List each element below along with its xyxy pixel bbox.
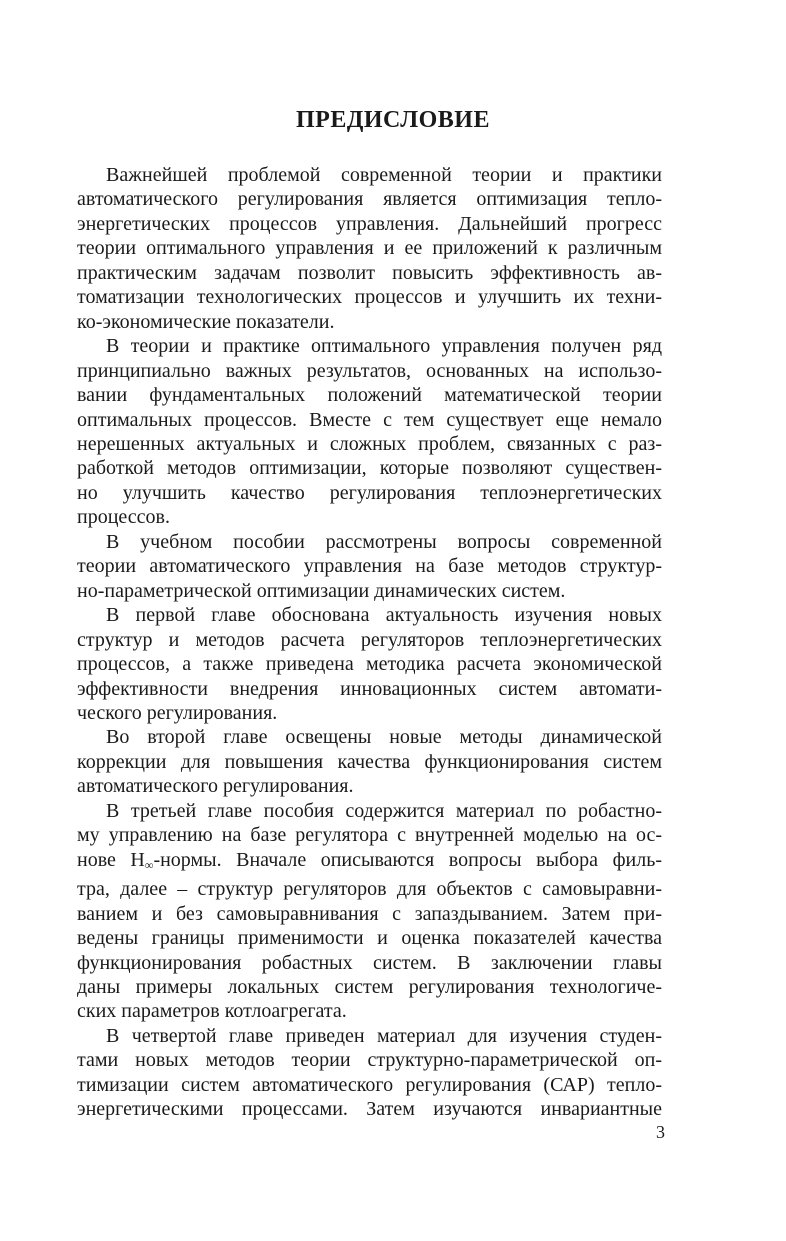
text-line: работкой методов оптимизации, которые позволяют существен- xyxy=(77,457,662,480)
text-line: ведены границы применимости и оценка показателей качества xyxy=(77,927,662,950)
paragraph xyxy=(77,530,662,603)
text-line: В первой главе обоснована актуальность изучения новых xyxy=(106,604,662,627)
text-line: В третьей главе пособия содержится материал по робастно- xyxy=(106,799,662,822)
text-line: оптимальных процессов. Вместе с тем существует еще немало xyxy=(77,408,662,431)
text-line: автоматического регулирования является оптимизация тепло- xyxy=(77,188,662,211)
page-number: 3 xyxy=(656,1122,665,1142)
text-line: функционирования робастных систем. В заключении главы xyxy=(77,951,662,974)
text-line: структур и методов расчета регуляторов теплоэнергетических xyxy=(77,628,662,651)
paragraph xyxy=(77,163,662,334)
text-line: Во второй главе освещены новые методы динамической xyxy=(106,726,662,749)
text-line: В четвертой главе приведен материал для изучения студен- xyxy=(106,1024,662,1047)
text-line: тимизации систем автоматического регулирования (САР) тепло- xyxy=(77,1073,662,1096)
text-line: му управлению на базе регулятора с внутренней моделью на ос- xyxy=(77,824,662,847)
paragraph xyxy=(77,334,662,530)
text-fragment: -нормы. Вначале описываются вопросы выбора филь- xyxy=(153,848,662,871)
text-line: энергетических процессов управления. Дальнейший прогресс xyxy=(77,212,662,235)
text-line: ко-экономические показатели. xyxy=(77,310,335,333)
paragraph xyxy=(77,603,662,725)
paragraph xyxy=(77,1024,662,1122)
text-line xyxy=(77,848,662,877)
text-line: тами новых методов теории структурно-параметрической оп- xyxy=(77,1049,662,1072)
text-line: тра, далее – структур регуляторов для объектов с самовыравни- xyxy=(77,878,662,901)
text-line: но-параметрической оптимизации динамических систем. xyxy=(77,579,566,602)
text-line: коррекции для повышения качества функционирования систем xyxy=(77,750,662,773)
text-line: нерешенных актуальных и сложных проблем, связанных с раз- xyxy=(77,432,662,455)
text-fragment: нове H xyxy=(77,848,145,871)
text-line: принципиально важных результатов, основанных на использо- xyxy=(77,359,662,382)
text-line: теории автоматического управления на базе методов структур- xyxy=(77,555,662,578)
text-line: процессов, а также приведена методика расчета экономической xyxy=(77,653,662,676)
body-text xyxy=(77,163,662,1122)
text-line: даны примеры локальных систем регулирования технологиче- xyxy=(77,975,662,998)
text-line: томатизации технологических процессов и улучшить их техни- xyxy=(77,286,662,309)
text-line: ванием и без самовыравнивания с запаздыванием. Затем при- xyxy=(77,902,662,925)
text-line: В теории и практике оптимального управления получен ряд xyxy=(106,335,662,358)
paragraph xyxy=(77,799,662,1024)
paragraph xyxy=(77,725,662,798)
text-line: ческого регулирования. xyxy=(77,701,278,724)
text-line: практическим задачам позволит повысить эффективность ав- xyxy=(77,261,662,284)
text-line: энергетическими процессами. Затем изучаются инвариантные xyxy=(77,1098,662,1121)
page-title: ПРЕДИСЛОВИЕ xyxy=(296,107,490,133)
infinity-subscript: ∞ xyxy=(144,857,154,872)
text-line: ских параметров котлоагрегата. xyxy=(77,1000,347,1023)
text-line: эффективности внедрения инновационных систем автомати- xyxy=(77,677,662,700)
text-line: автоматического регулирования. xyxy=(77,775,354,798)
text-line: но улучшить качество регулирования теплоэнергетических xyxy=(77,481,662,504)
text-line: Важнейшей проблемой современной теории и практики xyxy=(106,164,662,186)
text-line: теории оптимального управления и ее приложений к различным xyxy=(77,237,662,260)
text-line: вании фундаментальных положений математической теории xyxy=(77,384,662,407)
text-line: В учебном пособии рассмотрены вопросы современной xyxy=(106,530,662,553)
text-line: процессов. xyxy=(77,506,170,529)
